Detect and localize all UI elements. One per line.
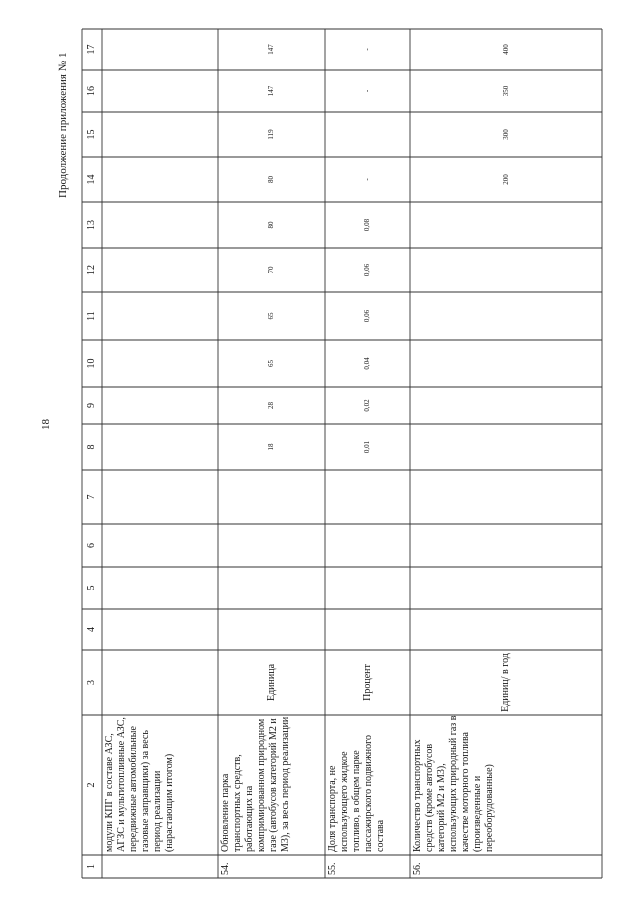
- row-value-col-16-text: -: [363, 89, 372, 93]
- row-value-col-6: [325, 524, 410, 567]
- row-value-col-16: [218, 70, 325, 112]
- row-value-col-16-text: 350: [501, 85, 510, 97]
- row-value-col-10-text: [410, 340, 602, 387]
- column-header-8-text: 8: [86, 444, 97, 450]
- row-value-col-14: [218, 157, 325, 202]
- row-unit: [218, 650, 325, 715]
- row-value-col-8: [325, 424, 410, 470]
- column-header-6-text: 6: [86, 543, 97, 548]
- row-value-col-12-text: 70: [267, 266, 276, 274]
- row-value-col-13-text: 0,08: [363, 218, 372, 232]
- row-value-col-12: [325, 248, 410, 292]
- row-value-col-14-text: 200: [501, 174, 510, 185]
- row-value-col-5-text: [410, 567, 602, 609]
- row-value-col-5: [218, 567, 325, 609]
- row-value-col-11-text: [410, 292, 602, 340]
- row-value-col-6: [410, 524, 602, 567]
- row-value-col-4: [410, 609, 602, 650]
- row-value-col-11: [102, 292, 218, 340]
- row-value-col-5: [410, 567, 602, 609]
- column-header-9-text: 9: [86, 403, 97, 408]
- row-value-col-10: [325, 340, 410, 387]
- row-value-col-15: [325, 112, 410, 157]
- column-header-16-text: 16: [86, 86, 97, 96]
- row-value-col-7-text: [325, 470, 410, 524]
- row-value-col-12: [102, 248, 218, 292]
- row-value-col-8-text: 18: [267, 443, 276, 451]
- column-header-15: [82, 112, 102, 157]
- column-header-14-text: 14: [86, 174, 97, 185]
- row-value-col-12-text: 0,06: [363, 263, 372, 277]
- row-value-col-6-text: [325, 524, 410, 567]
- column-header-17-text: 17: [86, 44, 97, 55]
- row-value-col-13-text: [410, 202, 602, 248]
- column-header-12-text: 12: [86, 265, 97, 275]
- row-value-col-10-text: 65: [267, 360, 276, 367]
- row-value-col-17-text: 147: [267, 44, 276, 55]
- column-header-3: [82, 650, 102, 715]
- row-value-col-17-text: [102, 29, 218, 70]
- row-description: [102, 715, 218, 855]
- row-value-col-15: [410, 112, 602, 157]
- row-value-col-15-text: [102, 112, 218, 157]
- row-value-col-15-text: 300: [501, 129, 510, 140]
- column-header-16: [82, 70, 102, 112]
- row-value-col-7: [325, 470, 410, 524]
- row-value-col-9-text: [102, 387, 218, 424]
- row-number-text: [102, 855, 218, 878]
- row-value-col-17: [102, 29, 218, 70]
- row-value-col-9: [218, 387, 325, 424]
- row-description: [218, 715, 325, 855]
- row-number-text: 54.: [220, 862, 231, 875]
- row-value-col-8: [218, 424, 325, 470]
- row-value-col-7: [218, 470, 325, 524]
- column-header-12: [82, 248, 102, 292]
- row-value-col-17: [325, 29, 410, 70]
- row-value-col-17: [218, 29, 325, 70]
- row-value-col-9: [410, 387, 602, 424]
- row-value-col-17: [410, 29, 602, 70]
- row-value-col-6: [102, 524, 218, 567]
- row-value-col-9: [102, 387, 218, 424]
- column-header-13-text: 13: [86, 220, 97, 230]
- row-value-col-4-text: [218, 609, 325, 650]
- column-header-5-text: 5: [86, 585, 97, 591]
- row-value-col-16-text: [102, 70, 218, 112]
- row-value-col-12-text: [410, 248, 602, 292]
- row-value-col-8-text: 0,01: [363, 440, 372, 454]
- column-header-1-text: 1: [86, 864, 97, 869]
- row-value-col-16: [410, 70, 602, 112]
- column-header-2-text: 2: [86, 782, 97, 788]
- row-value-col-4: [218, 609, 325, 650]
- row-value-col-4-text: [102, 609, 218, 650]
- column-header-4: [82, 609, 102, 650]
- column-header-14: [82, 157, 102, 202]
- column-header-10: [82, 340, 102, 387]
- row-value-col-14: [102, 157, 218, 202]
- row-value-col-16-text: 147: [267, 85, 276, 97]
- column-header-11: [82, 292, 102, 340]
- row-value-col-16: [102, 70, 218, 112]
- row-value-col-16: [325, 70, 410, 112]
- row-value-col-10: [410, 340, 602, 387]
- row-value-col-14-text: [102, 157, 218, 202]
- row-value-col-10: [218, 340, 325, 387]
- row-value-col-10: [102, 340, 218, 387]
- row-value-col-17-text: 400: [501, 44, 510, 55]
- row-unit-text: [102, 650, 218, 715]
- row-value-col-5-text: [218, 567, 325, 609]
- row-unit-text: Процент: [361, 664, 373, 701]
- row-number: [325, 855, 410, 878]
- row-value-col-7: [102, 470, 218, 524]
- row-value-col-7-text: [218, 470, 325, 524]
- row-value-col-10-text: 0,04: [363, 357, 372, 370]
- row-number: [102, 855, 218, 878]
- row-value-col-4: [325, 609, 410, 650]
- row-description-text: Обновление парка транспортных средств, работающих на компримированном природном газе (автобусов категорий М2 и М3), за весь период реализации: [220, 716, 291, 852]
- row-value-col-11-text: 65: [267, 312, 276, 320]
- column-header-2: [82, 715, 102, 855]
- row-value-col-9: [325, 387, 410, 424]
- row-value-col-4-text: [325, 609, 410, 650]
- row-value-col-15: [218, 112, 325, 157]
- row-value-col-13: [325, 202, 410, 248]
- row-value-col-6-text: [102, 524, 218, 567]
- row-unit: [102, 650, 218, 715]
- row-value-col-11: [218, 292, 325, 340]
- row-value-col-9-text: [410, 387, 602, 424]
- row-value-col-5: [102, 567, 218, 609]
- row-value-col-7: [410, 470, 602, 524]
- row-value-col-7-text: [102, 470, 218, 524]
- row-value-col-4-text: [410, 609, 602, 650]
- column-header-6: [82, 524, 102, 567]
- row-value-col-4: [102, 609, 218, 650]
- row-value-col-6-text: [218, 524, 325, 567]
- column-header-4-text: 4: [86, 627, 97, 632]
- row-value-col-9-text: 0,02: [363, 399, 372, 412]
- row-number: [410, 855, 602, 878]
- row-value-col-5-text: [325, 567, 410, 609]
- row-value-col-5-text: [102, 567, 218, 609]
- row-value-col-9-text: 28: [267, 402, 276, 409]
- column-header-5: [82, 567, 102, 609]
- row-value-col-14: [410, 157, 602, 202]
- row-description: [410, 715, 602, 855]
- row-value-col-14-text: -: [363, 178, 372, 181]
- column-header-3-text: 3: [86, 680, 97, 685]
- row-number: [218, 855, 325, 878]
- row-value-col-8: [410, 424, 602, 470]
- column-header-7: [82, 470, 102, 524]
- row-value-col-13: [218, 202, 325, 248]
- row-value-col-15-text: 119: [267, 129, 276, 140]
- column-header-17: [82, 29, 102, 70]
- row-value-col-10-text: [102, 340, 218, 387]
- row-unit-text: Единица: [265, 663, 277, 702]
- row-value-col-11-text: [102, 292, 218, 340]
- appendix-continuation-note: Продолжение приложения № 1: [57, 52, 69, 198]
- row-number-text: 56.: [412, 862, 423, 875]
- column-header-10-text: 10: [86, 358, 97, 369]
- column-header-9: [82, 387, 102, 424]
- row-value-col-8: [102, 424, 218, 470]
- column-header-1: [82, 855, 102, 878]
- row-number-text: 55.: [327, 862, 338, 875]
- row-description-text: Доля транспорта, не использующего жидкое топливо, в общем парке пассажирского подвижного состава: [327, 735, 386, 852]
- row-value-col-11: [325, 292, 410, 340]
- row-description-text: модули КПГ в составе АЗС, АГЗС и мультитопливные АЗС, передвижные автомобильные газовые заправщики) за весь период реализации (нарастающим итогом): [104, 717, 175, 852]
- row-value-col-13: [410, 202, 602, 248]
- column-header-13: [82, 202, 102, 248]
- row-value-col-17-text: -: [363, 48, 372, 51]
- row-unit-text: Единиц/ в год: [500, 653, 511, 712]
- row-value-col-12: [218, 248, 325, 292]
- column-header-8: [82, 424, 102, 470]
- row-value-col-13-text: 80: [267, 221, 276, 229]
- row-value-col-12: [410, 248, 602, 292]
- page-number: 18: [40, 419, 52, 430]
- column-header-15-text: 15: [86, 129, 97, 140]
- row-value-col-6-text: [410, 524, 602, 567]
- row-value-col-5: [325, 567, 410, 609]
- row-value-col-12-text: [102, 248, 218, 292]
- row-value-col-15-text: [325, 112, 410, 157]
- row-value-col-11-text: 0,06: [363, 309, 372, 323]
- column-header-11-text: 11: [86, 311, 97, 321]
- row-value-col-11: [410, 292, 602, 340]
- row-unit: [325, 650, 410, 715]
- row-value-col-8-text: [410, 424, 602, 470]
- row-unit: [410, 650, 602, 715]
- row-value-col-14: [325, 157, 410, 202]
- row-value-col-7-text: [410, 470, 602, 524]
- row-value-col-13: [102, 202, 218, 248]
- column-header-7-text: 7: [86, 494, 97, 500]
- row-description: [325, 715, 410, 855]
- row-value-col-8-text: [102, 424, 218, 470]
- row-description-text: Количество транспортных средств (кроме автобусов категорий М2 и М3), использующих природный газ в качестве моторного топлива (произведенные и переоборудованные): [412, 715, 495, 852]
- row-value-col-6: [218, 524, 325, 567]
- row-value-col-13-text: [102, 202, 218, 248]
- row-value-col-14-text: 80: [267, 176, 276, 183]
- row-value-col-15: [102, 112, 218, 157]
